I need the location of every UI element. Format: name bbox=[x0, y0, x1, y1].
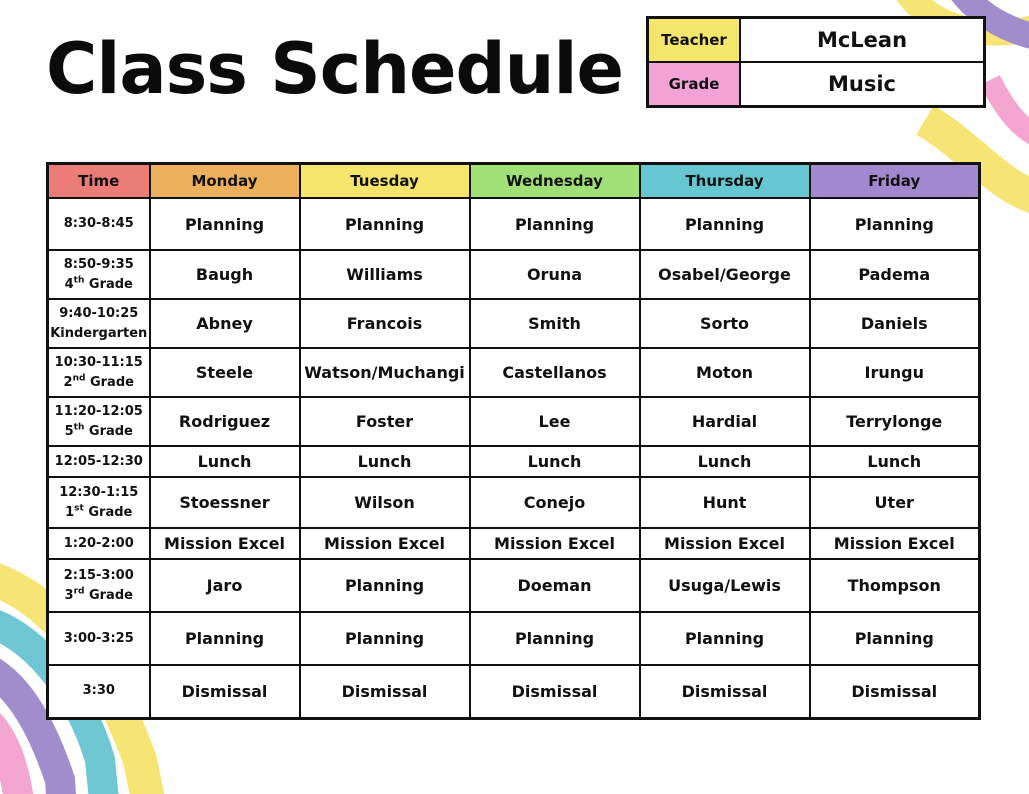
schedule-cell-tuesday: Mission Excel bbox=[300, 528, 470, 559]
schedule-cell-thursday: Mission Excel bbox=[640, 528, 810, 559]
schedule-cell-friday: Terrylonge bbox=[810, 397, 980, 446]
grade-word: Grade bbox=[84, 276, 133, 292]
grade-word: Grade bbox=[84, 587, 133, 603]
table-row bbox=[48, 250, 980, 299]
grade-ordinal: rd bbox=[73, 586, 85, 597]
table-row bbox=[48, 397, 980, 446]
time-cell bbox=[48, 299, 150, 348]
table-row bbox=[48, 528, 980, 559]
grade-label: Grade bbox=[648, 62, 741, 107]
grade-number: 2 bbox=[63, 374, 73, 390]
schedule-cell-thursday: Osabel/George bbox=[640, 250, 810, 299]
schedule-cell-wednesday: Planning bbox=[470, 612, 640, 665]
header-monday: Monday bbox=[150, 164, 300, 199]
schedule-cell-thursday: Hunt bbox=[640, 477, 810, 528]
header-wednesday: Wednesday bbox=[470, 164, 640, 199]
schedule-cell-wednesday: Lee bbox=[470, 397, 640, 446]
grade-value: Music bbox=[740, 62, 985, 107]
schedule-cell-wednesday: Mission Excel bbox=[470, 528, 640, 559]
schedule-cell-tuesday: Planning bbox=[300, 559, 470, 612]
schedule-cell-friday: Thompson bbox=[810, 559, 980, 612]
schedule-cell-wednesday: Dismissal bbox=[470, 665, 640, 718]
schedule-cell-thursday: Lunch bbox=[640, 446, 810, 477]
schedule-cell-wednesday: Conejo bbox=[470, 477, 640, 528]
time-range: 8:30-8:45 bbox=[63, 216, 134, 231]
schedule-cell-tuesday: Lunch bbox=[300, 446, 470, 477]
table-row bbox=[48, 477, 980, 528]
schedule-cell-thursday: Dismissal bbox=[640, 665, 810, 718]
schedule-cell-friday: Lunch bbox=[810, 446, 980, 477]
time-range: 3:30 bbox=[82, 683, 115, 699]
teacher-row bbox=[648, 18, 985, 63]
schedule-cell-thursday: Moton bbox=[640, 348, 810, 397]
teacher-label: Teacher bbox=[648, 18, 741, 63]
schedule-cell-thursday: Planning bbox=[640, 198, 810, 250]
grade-number: 5 bbox=[64, 423, 74, 439]
schedule-cell-wednesday: Planning bbox=[470, 198, 640, 250]
schedule-cell-monday: Jaro bbox=[150, 559, 300, 612]
time-range: 11:20-12:05 bbox=[54, 403, 143, 419]
grade-word: Grade bbox=[85, 374, 134, 390]
schedule-cell-tuesday: Watson/Muchangi bbox=[300, 348, 470, 397]
header-friday: Friday bbox=[810, 164, 980, 199]
schedule-cell-tuesday: Wilson bbox=[300, 477, 470, 528]
schedule-cell-monday: Abney bbox=[150, 299, 300, 348]
time-cell bbox=[48, 198, 150, 250]
time-range: 9:40-10:25 bbox=[59, 305, 139, 321]
table-row bbox=[48, 299, 980, 348]
schedule-cell-monday: Planning bbox=[150, 612, 300, 665]
table-row bbox=[48, 348, 980, 397]
header-tuesday: Tuesday bbox=[300, 164, 470, 199]
schedule-cell-monday: Planning bbox=[150, 198, 300, 250]
schedule-body bbox=[48, 198, 980, 718]
schedule-cell-tuesday: Dismissal bbox=[300, 665, 470, 718]
time-range: 2:15-3:00 bbox=[63, 567, 134, 583]
time-range: 1:20-2:00 bbox=[63, 535, 134, 551]
wave-right-pink bbox=[990, 80, 1029, 140]
grade-number: Kindergarten bbox=[50, 325, 148, 341]
schedule-cell-thursday: Usuga/Lewis bbox=[640, 559, 810, 612]
table-row bbox=[48, 612, 980, 665]
time-cell bbox=[48, 528, 150, 559]
schedule-header-row bbox=[48, 164, 980, 199]
time-cell bbox=[48, 446, 150, 477]
time-cell bbox=[48, 559, 150, 612]
schedule-cell-wednesday: Doeman bbox=[470, 559, 640, 612]
teacher-info-table bbox=[646, 16, 986, 108]
schedule-cell-tuesday: Francois bbox=[300, 299, 470, 348]
schedule-cell-monday: Lunch bbox=[150, 446, 300, 477]
schedule-cell-friday: Daniels bbox=[810, 299, 980, 348]
time-cell bbox=[48, 665, 150, 718]
schedule-cell-wednesday: Castellanos bbox=[470, 348, 640, 397]
grade-ordinal: st bbox=[74, 503, 84, 514]
time-range: 12:05-12:30 bbox=[54, 453, 143, 469]
teacher-value: McLean bbox=[740, 18, 985, 63]
table-row bbox=[48, 198, 980, 250]
grade-level bbox=[49, 422, 149, 442]
schedule-cell-monday: Baugh bbox=[150, 250, 300, 299]
schedule-cell-tuesday: Planning bbox=[300, 612, 470, 665]
time-cell bbox=[48, 612, 150, 665]
table-row bbox=[48, 559, 980, 612]
schedule-cell-friday: Planning bbox=[810, 198, 980, 250]
schedule-cell-friday: Padema bbox=[810, 250, 980, 299]
schedule-cell-wednesday: Oruna bbox=[470, 250, 640, 299]
schedule-cell-friday: Planning bbox=[810, 612, 980, 665]
grade-ordinal: nd bbox=[72, 373, 86, 384]
grade-level bbox=[49, 503, 149, 523]
schedule-cell-thursday: Planning bbox=[640, 612, 810, 665]
grade-number: 3 bbox=[64, 587, 74, 603]
table-row bbox=[48, 446, 980, 477]
grade-word: Grade bbox=[83, 504, 133, 520]
table-row bbox=[48, 665, 980, 718]
time-range: 8:50-9:35 bbox=[63, 256, 134, 272]
schedule-table bbox=[46, 162, 981, 720]
time-cell bbox=[48, 477, 150, 528]
schedule-cell-friday: Uter bbox=[810, 477, 980, 528]
time-range: 12:30-1:15 bbox=[59, 484, 139, 500]
schedule-cell-monday: Rodriguez bbox=[150, 397, 300, 446]
schedule-cell-friday: Irungu bbox=[810, 348, 980, 397]
schedule-cell-thursday: Sorto bbox=[640, 299, 810, 348]
schedule-cell-wednesday: Lunch bbox=[470, 446, 640, 477]
time-cell bbox=[48, 348, 150, 397]
wave-bottom-pink bbox=[0, 715, 20, 794]
page-title: Class Schedule bbox=[46, 28, 623, 110]
schedule-cell-monday: Stoessner bbox=[150, 477, 300, 528]
schedule-cell-wednesday: Smith bbox=[470, 299, 640, 348]
time-cell bbox=[48, 397, 150, 446]
schedule-cell-friday: Mission Excel bbox=[810, 528, 980, 559]
header-time: Time bbox=[48, 164, 150, 199]
schedule-cell-tuesday: Foster bbox=[300, 397, 470, 446]
grade-word: Grade bbox=[84, 423, 133, 439]
grade-level bbox=[49, 373, 149, 393]
grade-row bbox=[648, 62, 985, 107]
grade-level bbox=[49, 275, 149, 295]
grade-level bbox=[49, 586, 149, 606]
time-range: 3:00-3:25 bbox=[63, 630, 134, 646]
schedule-cell-monday: Steele bbox=[150, 348, 300, 397]
schedule-cell-tuesday: Planning bbox=[300, 198, 470, 250]
schedule-cell-monday: Mission Excel bbox=[150, 528, 300, 559]
header-thursday: Thursday bbox=[640, 164, 810, 199]
time-cell bbox=[48, 250, 150, 299]
grade-number: 4 bbox=[64, 276, 74, 292]
grade-number: 1 bbox=[65, 504, 75, 520]
schedule-cell-friday: Dismissal bbox=[810, 665, 980, 718]
schedule-cell-tuesday: Williams bbox=[300, 250, 470, 299]
schedule-cell-monday: Dismissal bbox=[150, 665, 300, 718]
schedule-cell-thursday: Hardial bbox=[640, 397, 810, 446]
time-range: 10:30-11:15 bbox=[54, 354, 143, 370]
grade-ordinal: th bbox=[73, 422, 85, 433]
grade-level bbox=[49, 324, 149, 344]
grade-ordinal: th bbox=[73, 275, 85, 286]
